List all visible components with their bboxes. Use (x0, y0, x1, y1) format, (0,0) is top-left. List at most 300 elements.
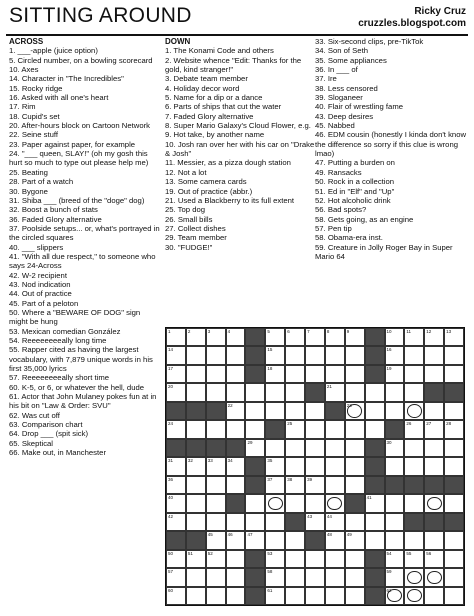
grid-cell[interactable] (285, 328, 305, 346)
grid-cell[interactable] (325, 420, 345, 438)
black-square (245, 365, 265, 383)
grid-cell[interactable] (206, 420, 226, 438)
grid-cell[interactable] (345, 439, 365, 457)
grid-cell[interactable] (206, 550, 226, 568)
grid-cell[interactable] (206, 328, 226, 346)
cell-number: 62 (386, 587, 392, 593)
clue-item: 27. Collect dishes (165, 223, 226, 233)
grid-cell[interactable] (166, 587, 186, 605)
grid-cell[interactable] (166, 328, 186, 346)
cell-number: 4 (227, 329, 231, 334)
cell-number: 21 (326, 384, 332, 390)
grid-cell[interactable] (385, 439, 405, 457)
grid-cell[interactable] (444, 550, 464, 568)
clue-item: 17. Rim (9, 102, 36, 112)
grid-cell[interactable] (325, 587, 345, 605)
cell-number: 51 (187, 550, 193, 556)
grid-cell[interactable] (305, 346, 325, 364)
grid-cell[interactable] (404, 550, 424, 568)
grid-cell[interactable] (285, 420, 305, 438)
grid-cell[interactable] (206, 494, 226, 512)
circle-mark (427, 571, 442, 584)
grid-cell[interactable] (365, 383, 385, 401)
grid-cell[interactable] (345, 531, 365, 549)
black-square (285, 513, 305, 531)
grid-cell[interactable] (424, 346, 444, 364)
grid-cell[interactable] (186, 476, 206, 494)
grid-cell[interactable] (345, 587, 365, 605)
grid-cell[interactable] (325, 513, 345, 531)
grid-cell[interactable] (285, 365, 305, 383)
grid-cell[interactable] (186, 365, 206, 383)
cell-number: 44 (326, 513, 332, 519)
grid-cell[interactable] (345, 476, 365, 494)
grid-cell[interactable] (305, 494, 325, 512)
grid-cell[interactable] (385, 346, 405, 364)
grid-cell[interactable] (226, 383, 246, 401)
cell-number: 23 (346, 402, 352, 408)
grid-cell[interactable] (206, 513, 226, 531)
cell-number: 10 (386, 329, 392, 334)
grid-cell[interactable] (166, 383, 186, 401)
cell-number: 57 (168, 569, 174, 575)
grid-cell[interactable] (206, 346, 226, 364)
grid-cell[interactable] (305, 402, 325, 420)
clue-item: 6. Parts of ships that cut the water (165, 102, 282, 112)
grid-cell[interactable] (424, 420, 444, 438)
cell-number: 12 (426, 329, 432, 334)
grid-cell[interactable] (226, 587, 246, 605)
clue-item: 24. "___ queen, SLAY!" (oh my gosh this hurt so much to type out please help me) (9, 149, 149, 168)
clue-item: 31. Shiba ___ (breed of the "doge" dog) (9, 195, 145, 205)
clue-item: 8. Super Mario Galaxy's Cloud Flower, e.g. (165, 121, 311, 131)
grid-cell[interactable] (345, 568, 365, 586)
black-square (365, 457, 385, 475)
down-heading: DOWN (165, 37, 191, 46)
cell-number: 17 (168, 365, 174, 371)
grid-cell[interactable] (345, 457, 365, 475)
grid-cell[interactable] (424, 439, 444, 457)
grid-cell[interactable] (226, 365, 246, 383)
grid-cell[interactable] (186, 587, 206, 605)
clue-item: 36. Faded Glory alternative (9, 214, 102, 224)
grid-cell[interactable] (444, 439, 464, 457)
black-square (226, 494, 246, 512)
clue-item: 60. K-5, or 6, or whatever the hell, dude (9, 382, 145, 392)
grid-cell[interactable] (186, 346, 206, 364)
black-square (365, 476, 385, 494)
clue-item: 26. Small bills (165, 214, 213, 224)
grid-cell[interactable] (265, 494, 285, 512)
clue-item: 5. Name for a dip or a dance (165, 93, 263, 103)
grid-cell[interactable] (365, 402, 385, 420)
grid-cell[interactable] (404, 402, 424, 420)
clue-item: 29. Team member (165, 233, 227, 243)
grid-cell[interactable] (265, 383, 285, 401)
black-square (345, 494, 365, 512)
black-square (186, 402, 206, 420)
grid-cell[interactable] (325, 346, 345, 364)
grid-cell[interactable] (305, 457, 325, 475)
black-square (186, 439, 206, 457)
grid-cell[interactable] (285, 457, 305, 475)
clue-item: 40. ___ slippers (9, 242, 64, 252)
grid-cell[interactable] (424, 568, 444, 586)
black-square (245, 328, 265, 346)
grid-cell[interactable] (186, 383, 206, 401)
grid-cell[interactable] (226, 402, 246, 420)
grid-cell[interactable] (285, 494, 305, 512)
clue-item: 57. Reeeeeeeeally short time (9, 373, 109, 383)
grid-cell[interactable] (325, 568, 345, 586)
grid-cell[interactable] (424, 402, 444, 420)
cell-number: 28 (446, 421, 452, 427)
clue-item: 5. Circled number, on a bowling scorecard (9, 55, 153, 65)
byline (358, 6, 466, 30)
grid-cell[interactable] (325, 550, 345, 568)
across-clues (9, 37, 161, 457)
grid-cell[interactable] (305, 568, 325, 586)
black-square (404, 513, 424, 531)
black-square (444, 513, 464, 531)
grid-cell[interactable] (444, 420, 464, 438)
black-square (444, 476, 464, 494)
grid-cell[interactable] (305, 513, 325, 531)
cell-number: 22 (227, 402, 233, 408)
grid-cell[interactable] (206, 531, 226, 549)
grid-cell[interactable] (245, 402, 265, 420)
grid-cell[interactable] (245, 494, 265, 512)
grid-cell[interactable] (186, 328, 206, 346)
grid-cell[interactable] (285, 587, 305, 605)
grid-cell[interactable] (444, 568, 464, 586)
grid-cell[interactable] (166, 494, 186, 512)
clue-item: 33. Six-second clips, pre-TikTok (315, 37, 424, 46)
grid-cell[interactable] (424, 457, 444, 475)
cell-number: 27 (426, 421, 432, 427)
circle-mark (407, 404, 422, 417)
circle-mark (407, 589, 422, 602)
clue-item: 52. Hot alcoholic drink (315, 195, 391, 205)
down-clues (165, 37, 315, 252)
grid-cell[interactable] (444, 365, 464, 383)
grid-cell[interactable] (385, 365, 405, 383)
grid-cell[interactable] (345, 383, 365, 401)
grid-cell[interactable] (285, 383, 305, 401)
grid-cell[interactable] (265, 531, 285, 549)
black-square (245, 568, 265, 586)
cell-number: 20 (168, 384, 174, 390)
grid-cell[interactable] (265, 457, 285, 475)
cell-number: 1 (168, 329, 171, 334)
grid-cell[interactable] (245, 383, 265, 401)
grid-cell[interactable] (325, 328, 345, 346)
cell-number: 13 (446, 329, 452, 334)
grid-cell[interactable] (166, 346, 186, 364)
grid-cell[interactable] (265, 439, 285, 457)
grid-cell[interactable] (226, 328, 246, 346)
grid-cell[interactable] (166, 568, 186, 586)
cell-number: 37 (267, 476, 273, 482)
black-square (305, 531, 325, 549)
grid-cell[interactable] (385, 568, 405, 586)
grid-cell[interactable] (404, 568, 424, 586)
clue-item: 3. Debate team member (165, 74, 248, 84)
cell-number: 9 (346, 329, 350, 334)
grid-cell[interactable] (305, 587, 325, 605)
grid-cell[interactable] (265, 328, 285, 346)
grid-cell[interactable] (226, 457, 246, 475)
grid-cell[interactable] (265, 550, 285, 568)
grid-cell[interactable] (305, 328, 325, 346)
cell-number: 40 (168, 495, 174, 501)
grid-cell[interactable] (226, 513, 246, 531)
clue-item: 40. Flair of wrestling fame (315, 102, 404, 112)
black-square (245, 587, 265, 605)
cell-number: 34 (227, 458, 233, 464)
grid-cell[interactable] (226, 346, 246, 364)
clue-item: 63. Comparison chart (9, 420, 83, 430)
grid-cell[interactable] (444, 494, 464, 512)
cell-number: 11 (406, 329, 412, 334)
grid-cell[interactable] (265, 365, 285, 383)
grid-cell[interactable] (206, 476, 226, 494)
clue-item: 35. Some appliances (315, 55, 387, 65)
clue-item: 38. Less censored (315, 83, 378, 93)
cell-number: 55 (406, 550, 412, 556)
grid-cell[interactable] (285, 550, 305, 568)
grid-cell[interactable] (265, 587, 285, 605)
clue-item: 47. Putting a burden on (315, 158, 395, 168)
grid-cell[interactable] (226, 531, 246, 549)
clue-item: 37. Poolside setups... or, what's portrayed in the circled squares (9, 223, 160, 243)
grid-cell[interactable] (265, 402, 285, 420)
black-square (166, 402, 186, 420)
grid-cell[interactable] (166, 550, 186, 568)
grid-cell[interactable] (226, 420, 246, 438)
clue-item: 22. Seine stuff (9, 130, 59, 140)
grid-cell[interactable] (444, 328, 464, 346)
across-heading: ACROSS (9, 37, 44, 46)
grid-cell[interactable] (285, 531, 305, 549)
grid-cell[interactable] (265, 476, 285, 494)
grid-cell[interactable] (424, 587, 444, 605)
grid-cell[interactable] (226, 476, 246, 494)
grid-cell[interactable] (444, 457, 464, 475)
clue-item: 64. Drop ___ (spit sick) (9, 429, 89, 439)
cell-number: 30 (386, 439, 392, 445)
grid-cell[interactable] (385, 457, 405, 475)
clue-item: 4. Holiday decor word (165, 83, 240, 93)
grid-cell[interactable] (385, 587, 405, 605)
grid-cell[interactable] (404, 383, 424, 401)
clue-item: 13. Some camera cards (165, 177, 247, 187)
grid-cell[interactable] (206, 568, 226, 586)
grid-cell[interactable] (345, 402, 365, 420)
grid-cell[interactable] (404, 587, 424, 605)
cell-number: 16 (386, 347, 392, 353)
grid-cell[interactable] (166, 513, 186, 531)
cell-number: 6 (287, 329, 290, 334)
grid-cell[interactable] (404, 365, 424, 383)
grid-cell[interactable] (285, 568, 305, 586)
grid-cell[interactable] (305, 420, 325, 438)
black-square (186, 531, 206, 549)
clue-item: 10. Axes (9, 65, 39, 75)
grid-cell[interactable] (385, 328, 405, 346)
grid-cell[interactable] (226, 550, 246, 568)
grid-cell[interactable] (206, 587, 226, 605)
grid-cell[interactable] (186, 494, 206, 512)
grid-cell[interactable] (345, 550, 365, 568)
clue-item: 32. Boost a bunch of stats (9, 205, 98, 215)
clue-item: 51. Ed in "Elf" and "Up" (315, 186, 395, 196)
clue-item: 25. Beating (9, 167, 48, 177)
grid-cell[interactable] (245, 513, 265, 531)
grid-cell[interactable] (444, 402, 464, 420)
grid-cell[interactable] (385, 494, 405, 512)
grid-cell[interactable] (285, 439, 305, 457)
grid-cell[interactable] (385, 383, 405, 401)
grid-cell[interactable] (385, 550, 405, 568)
clue-item: 16. Asked with all one's heart (9, 93, 109, 103)
grid-cell[interactable] (305, 550, 325, 568)
grid-cell[interactable] (265, 346, 285, 364)
grid-cell[interactable] (305, 365, 325, 383)
grid-cell[interactable] (186, 550, 206, 568)
grid-cell[interactable] (325, 531, 345, 549)
clue-item: 43. Deep desires (315, 111, 374, 121)
black-square (365, 550, 385, 568)
grid-cell[interactable] (365, 420, 385, 438)
grid-cell[interactable] (245, 439, 265, 457)
clue-item: 50. Where a "BEWARE OF DOG" sign might be hung (9, 307, 141, 327)
grid-cell[interactable] (265, 513, 285, 531)
grid-cell[interactable] (385, 531, 405, 549)
grid-cell[interactable] (305, 476, 325, 494)
clue-item: 54. Reeeeeeeeally long time (9, 336, 107, 345)
grid-cell[interactable] (444, 587, 464, 605)
grid-cell[interactable] (365, 494, 385, 512)
grid-cell[interactable] (424, 550, 444, 568)
grid-cell[interactable] (404, 420, 424, 438)
cell-number: 60 (168, 587, 174, 593)
grid-cell[interactable] (186, 457, 206, 475)
grid-cell[interactable] (404, 494, 424, 512)
grid-cell[interactable] (385, 402, 405, 420)
cell-number: 7 (307, 329, 310, 334)
clue-item: 62. Was cut off (9, 410, 60, 420)
clue-item: 58. Gets going, as an engine (315, 214, 414, 224)
clue-item: 15. Rocky ridge (9, 83, 63, 93)
clue-item: 30. Bygone (9, 186, 48, 196)
grid-cell[interactable] (285, 476, 305, 494)
grid-cell[interactable] (385, 513, 405, 531)
grid-cell[interactable] (325, 383, 345, 401)
black-square (305, 383, 325, 401)
grid-cell[interactable] (305, 439, 325, 457)
black-square (206, 439, 226, 457)
black-square (365, 328, 385, 346)
grid-cell[interactable] (325, 494, 345, 512)
grid-cell[interactable] (186, 513, 206, 531)
grid-cell[interactable] (424, 494, 444, 512)
grid-cell[interactable] (166, 365, 186, 383)
grid-cell[interactable] (245, 420, 265, 438)
clue-item: 49. Ransacks (315, 167, 362, 177)
cell-number: 19 (386, 365, 392, 371)
grid-cell[interactable] (186, 420, 206, 438)
grid-cell[interactable] (166, 457, 186, 475)
grid-cell[interactable] (404, 328, 424, 346)
grid-cell[interactable] (424, 531, 444, 549)
cell-number: 8 (326, 329, 330, 334)
grid-cell[interactable] (166, 420, 186, 438)
clue-item: 25. Top dog (165, 205, 206, 215)
page-title: SITTING AROUND (9, 4, 192, 27)
clue-item: 45. Part of a peloton (9, 298, 79, 308)
grid-cell[interactable] (424, 365, 444, 383)
grid-cell[interactable] (365, 531, 385, 549)
grid-cell[interactable] (285, 346, 305, 364)
cell-number: 5 (267, 329, 270, 334)
grid-cell[interactable] (345, 328, 365, 346)
grid-cell[interactable] (325, 365, 345, 383)
grid-cell[interactable] (404, 346, 424, 364)
grid-cell[interactable] (404, 439, 424, 457)
black-square (226, 439, 246, 457)
grid-cell[interactable] (345, 513, 365, 531)
clue-item: 61. Actor that John Mulaney pokes fun at in his bit on "Law & Order: SVU" (9, 392, 157, 411)
cell-number: 43 (307, 513, 313, 519)
grid-cell[interactable] (325, 476, 345, 494)
grid-cell[interactable] (166, 476, 186, 494)
title-rule (6, 34, 468, 36)
grid-cell[interactable] (186, 568, 206, 586)
grid-cell[interactable] (424, 328, 444, 346)
grid-cell[interactable] (345, 365, 365, 383)
grid-cell[interactable] (365, 513, 385, 531)
cell-number: 33 (207, 458, 213, 464)
black-square (245, 476, 265, 494)
grid-cell[interactable] (206, 365, 226, 383)
grid-cell[interactable] (444, 346, 464, 364)
cell-number: 49 (346, 532, 352, 538)
grid-cell[interactable] (444, 531, 464, 549)
grid-cell[interactable] (404, 457, 424, 475)
clue-item: 28. Part of a watch (9, 177, 74, 187)
grid-cell[interactable] (206, 383, 226, 401)
grid-cell[interactable] (325, 457, 345, 475)
cell-number: 24 (168, 421, 174, 427)
clue-item: 23. Paper against paper, for example (9, 139, 136, 149)
grid-cell[interactable] (226, 568, 246, 586)
cell-number: 50 (168, 550, 174, 556)
grid-cell[interactable] (206, 457, 226, 475)
grid-cell[interactable] (345, 346, 365, 364)
cell-number: 39 (307, 476, 313, 482)
grid-cell[interactable] (245, 531, 265, 549)
grid-cell[interactable] (404, 531, 424, 549)
site-link[interactable]: cruzzles.blogspot.com (358, 18, 466, 29)
cell-number: 56 (426, 550, 432, 556)
grid-cell[interactable] (285, 402, 305, 420)
grid-cell[interactable] (325, 439, 345, 457)
cell-number: 26 (406, 421, 412, 427)
black-square (245, 457, 265, 475)
grid-cell[interactable] (345, 420, 365, 438)
grid-cell[interactable] (265, 568, 285, 586)
